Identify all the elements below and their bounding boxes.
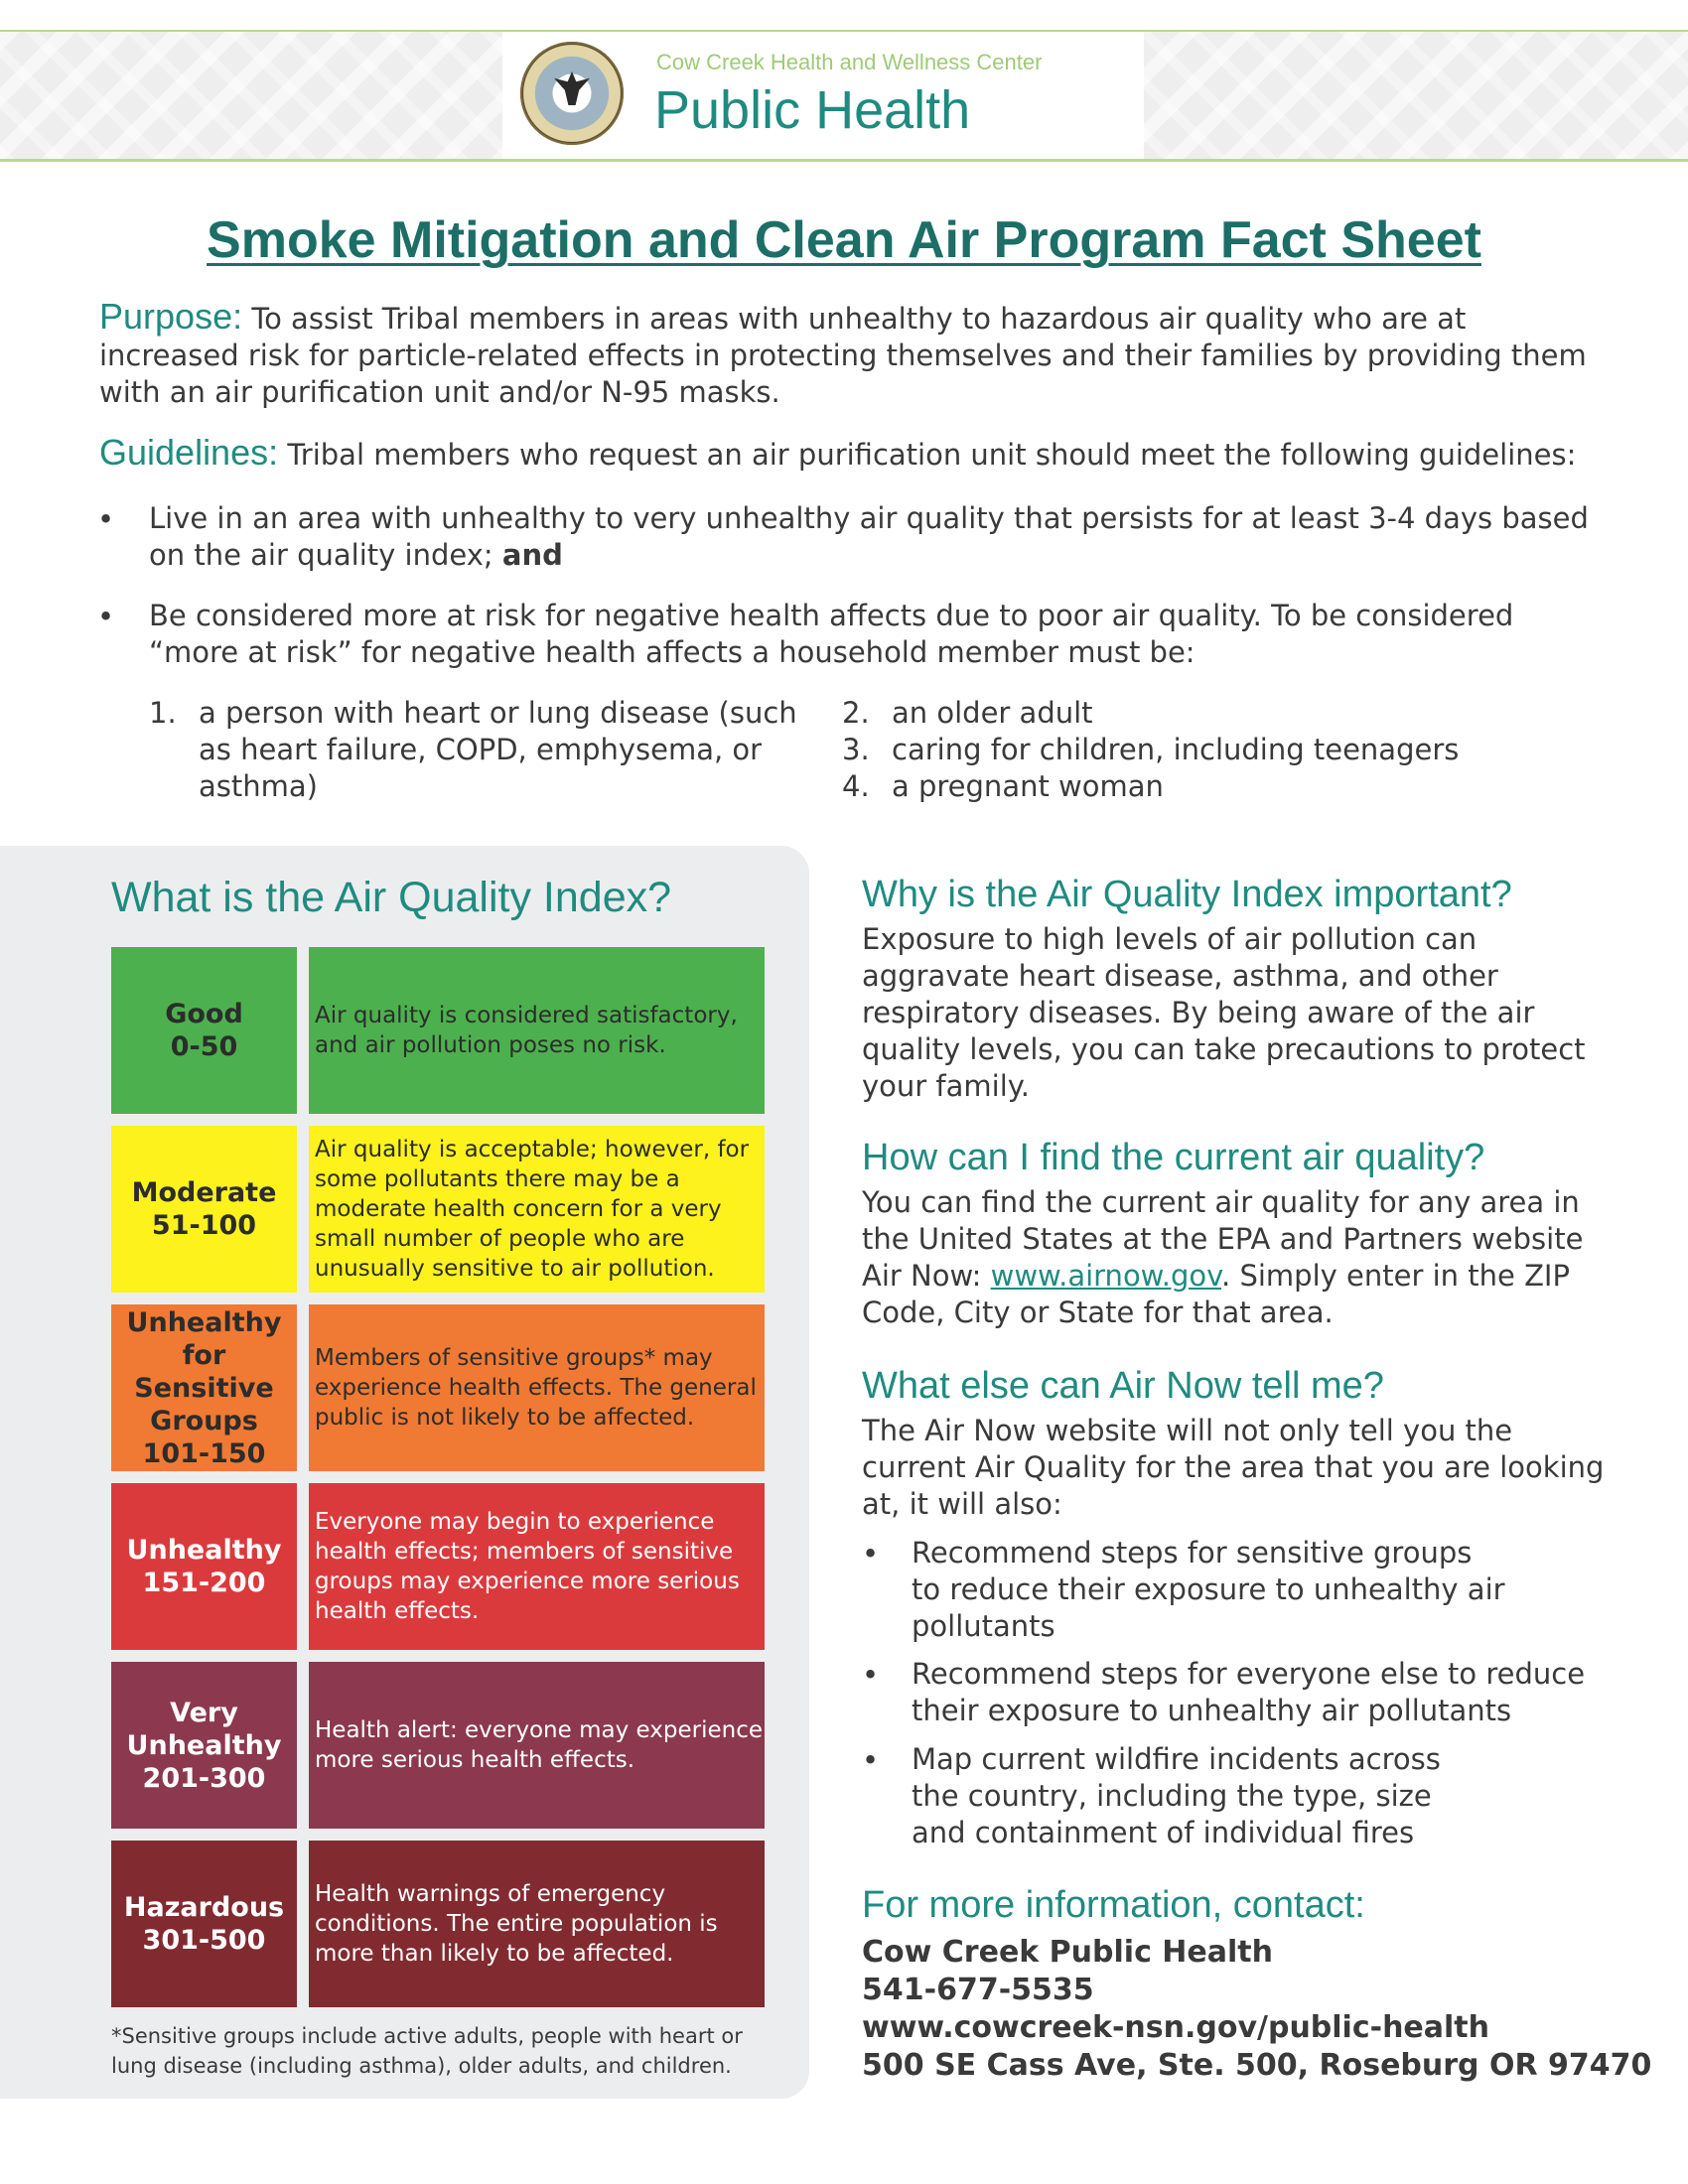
aqi-description-cell <box>309 1126 765 1293</box>
list-item-text: an older adult <box>892 696 1093 730</box>
list-item <box>149 695 804 805</box>
aqi-range-label: 101-150 <box>142 1437 266 1469</box>
aqi-row <box>111 1841 765 2007</box>
risk-list-right <box>842 695 1617 805</box>
aqi-category-label: Unhealthy <box>126 1535 282 1566</box>
contact-phone[interactable]: 541-677-5535 <box>862 1973 1094 2007</box>
aqi-description-text: Everyone may begin to experience health effects; members of sensitive groups may experience more serious health effects. <box>315 1509 740 1624</box>
header-logo-block <box>502 32 1144 159</box>
aqi-description-text: Health warnings of emergency conditions. The entire population is more than likely to be affected. <box>315 1881 718 1967</box>
aqi-range-label: 201-300 <box>142 1762 266 1794</box>
document-title: Smoke Mitigation and Clean Air Program Fact Sheet <box>207 211 1481 269</box>
bullet-marker: • <box>862 1743 880 1777</box>
list-item <box>842 732 1617 768</box>
aqi-category-cell <box>111 1841 297 2007</box>
aqi-description-cell <box>309 1662 765 1829</box>
aqi-category-cell <box>111 1662 297 1829</box>
aqi-range-label: 51-100 <box>151 1210 257 1241</box>
aqi-category-cell <box>111 947 297 1114</box>
why-heading: Why is the Air Quality Index important? <box>862 874 1512 915</box>
tribal-seal-logo <box>520 42 624 145</box>
guideline-bullet-1 <box>149 500 1609 574</box>
header-band <box>0 30 1688 162</box>
aqi-row <box>111 1304 765 1471</box>
risk-list-left <box>149 695 804 805</box>
guideline-bullet-1-bold: and <box>501 538 563 572</box>
why-text: Exposure to high levels of air pollution can aggravate heart disease, asthma, and other respiratory diseases. By being aware of the air quality levels, you can take precautions to protect your family. <box>862 922 1586 1103</box>
aqi-description-text: Health alert: everyone may experience more serious health effects. <box>315 1717 763 1773</box>
list-number: 4. <box>842 769 870 803</box>
org-name: Cow Creek Health and Wellness Center <box>656 50 1043 74</box>
list-item <box>842 695 1617 732</box>
list-number: 1. <box>149 696 177 730</box>
eagle-icon <box>554 71 590 105</box>
bullet-marker: • <box>862 1658 880 1692</box>
bullet-marker: • <box>97 502 115 536</box>
guidelines-label: Guidelines: <box>99 432 279 473</box>
aqi-category-label: Unhealthy for Sensitive Groups <box>126 1306 282 1436</box>
aqi-row <box>111 947 765 1114</box>
find-paragraph <box>862 1184 1617 1331</box>
aqi-heading: What is the Air Quality Index? <box>111 874 672 921</box>
aqi-row <box>111 1662 765 1829</box>
list-item-text: caring for children, including teenagers <box>892 733 1460 766</box>
guidelines-text: Tribal members who request an air purification unit should meet the following guidelines: <box>287 438 1577 472</box>
aqi-description-text: Air quality is acceptable; however, for some pollutants there may be a moderate health concern for a very small number of people who are unusually sensitive to air pollution. <box>315 1137 750 1282</box>
aqi-description-cell <box>309 947 765 1114</box>
airnow-bullet-1: Recommend steps for sensitive groups to reduce their exposure to unhealthy air pollutants <box>912 1536 1505 1643</box>
aqi-range-label: 301-500 <box>142 1925 266 1956</box>
aqi-category-label: Hazardous <box>123 1892 285 1923</box>
aqi-row <box>111 1483 765 1650</box>
contact-heading: For more information, contact: <box>862 1884 1365 1926</box>
aqi-description-text: Air quality is considered satisfactory, and air pollution poses no risk. <box>315 1003 738 1058</box>
airnow-heading: What else can Air Now tell me? <box>862 1365 1384 1407</box>
bullet-marker: • <box>97 600 115 633</box>
airnow-text: The Air Now website will not only tell you the current Air Quality for the area that you are looking at, it will also: <box>862 1414 1605 1521</box>
bullet-marker: • <box>862 1537 880 1570</box>
aqi-category-label: Good <box>165 999 243 1029</box>
aqi-range-label: 151-200 <box>142 1568 266 1598</box>
list-item-text: a pregnant woman <box>892 769 1164 803</box>
airnow-link[interactable]: www.airnow.gov <box>990 1259 1222 1293</box>
purpose-text: To assist Tribal members in areas with unhealthy to hazardous air quality who are at increased risk for particle-related effects in protecting themselves and their families by providing them with an air purification unit and/or N-95 masks. <box>99 302 1587 409</box>
purpose-label: Purpose: <box>99 296 243 337</box>
contact-name: Cow Creek Public Health <box>862 1935 1273 1970</box>
aqi-description-text: Members of sensitive groups* may experience health effects. The general public is not likely to be affected. <box>315 1345 757 1431</box>
contact-address: 500 SE Cass Ave, Ste. 500, Roseburg OR 97470 <box>862 2048 1652 2083</box>
find-text-after: . Simply enter in the ZIP Code, City or State for that area. <box>862 1259 1570 1329</box>
aqi-description-cell <box>309 1304 765 1471</box>
guidelines-paragraph <box>99 434 1609 474</box>
find-text-before: You can find the current air quality for any area in the United States at the EPA and Partners website Air Now: <box>862 1185 1584 1293</box>
aqi-row <box>111 1126 765 1293</box>
airnow-bullet-3: Map current wildfire incidents across the country, including the type, size and containment of individual fires <box>912 1742 1441 1849</box>
list-item <box>842 768 1617 805</box>
list-number: 3. <box>842 733 870 766</box>
guideline-bullet-2: Be considered more at risk for negative health affects due to poor air quality. To be considered “more at risk” for negative health affects a household member must be: <box>149 599 1514 669</box>
aqi-category-cell <box>111 1304 297 1471</box>
aqi-category-cell <box>111 1126 297 1293</box>
find-heading: How can I find the current air quality? <box>862 1137 1485 1178</box>
airnow-bullet-2: Recommend steps for everyone else to reduce their exposure to unhealthy air pollutants <box>912 1657 1586 1727</box>
aqi-category-label: Moderate <box>131 1177 277 1208</box>
aqi-category-label: Very Unhealthy <box>126 1697 282 1761</box>
contact-block <box>862 1934 1651 2085</box>
aqi-range-label: 0-50 <box>170 1031 238 1062</box>
list-number: 2. <box>842 696 870 730</box>
aqi-description-cell <box>309 1483 765 1650</box>
dept-name: Public Health <box>654 80 971 140</box>
aqi-description-cell <box>309 1841 765 2007</box>
purpose-paragraph <box>99 298 1609 411</box>
aqi-category-cell <box>111 1483 297 1650</box>
contact-website[interactable]: www.cowcreek-nsn.gov/public-health <box>862 2010 1490 2045</box>
list-item-text: a person with heart or lung disease (such as heart failure, COPD, emphysema, or asthma) <box>199 696 797 803</box>
aqi-footnote: *Sensitive groups include active adults, people with heart or lung disease (including asthma), older adults, and children. <box>111 2024 743 2078</box>
guideline-bullet-1-text: Live in an area with unhealthy to very unhealthy air quality that persists for at least 3-4 days based on the air quality index; <box>149 501 1589 572</box>
